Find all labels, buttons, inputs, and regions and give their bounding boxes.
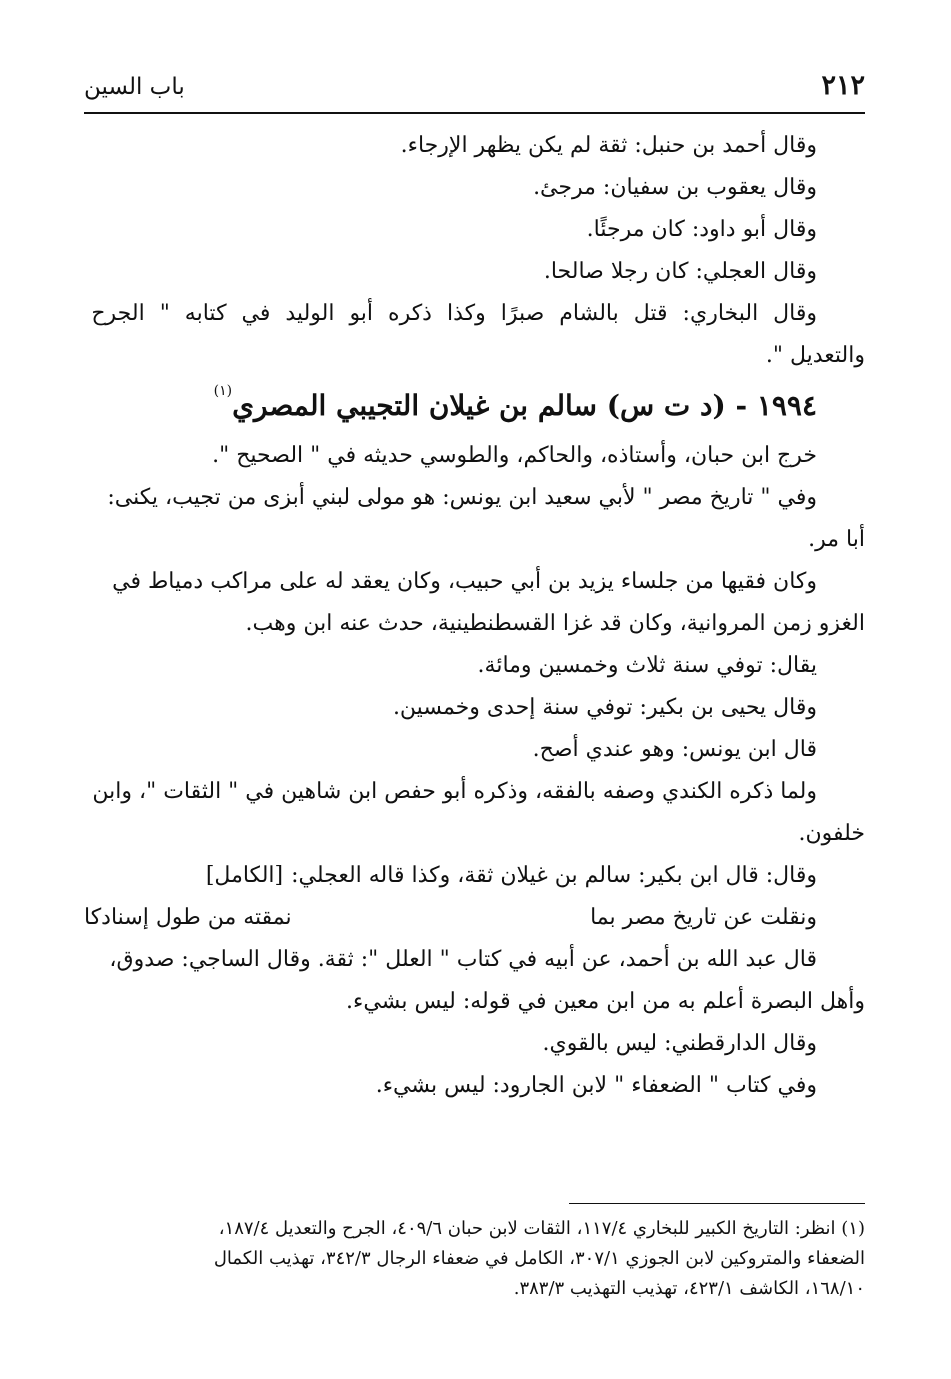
text-line: أبا مر.: [808, 527, 865, 552]
text-line: وقال العجلي: كان رجلا صالحا.: [543, 259, 817, 284]
text-line: قال عبد الله بن أحمد، عن أبيه في كتاب " العلل ": ثقة. وقال الساجي: صدوق،: [109, 947, 817, 972]
text-line: الغزو زمن المروانية، وكان قد غزا القسطنطينية، حدث عنه ابن وهب.: [245, 611, 865, 636]
footnote-marker: (١): [213, 383, 233, 399]
text-line: وفي " تاريخ مصر " لأبي سعيد ابن يونس: هو مولى لبني أبزى من تجيب، يكنى:: [107, 485, 817, 510]
text-line: وقال الدارقطني: ليس بالقوي.: [542, 1031, 817, 1056]
footnote-line: ١٦٨/١٠، الكاشف ٤٢٣/١، تهذيب التهذيب ٣٨٣/٣.: [513, 1278, 865, 1299]
kamil-line: [84, 855, 865, 897]
running-title: باب السين: [84, 74, 185, 100]
text-line: قال ابن يونس: وهو عندي أصح.: [532, 737, 817, 762]
footnotes: [84, 1214, 865, 1304]
text-line: وقال البخاري: قتل بالشام صبرًا وكذا ذكره أبو الوليد في كتابه " الجرح: [91, 301, 817, 326]
text-line: خرج ابن حبان، وأستاذه، والحاكم، والطوسي حديثه في " الصحيح ".: [212, 443, 817, 468]
footnote-line: الضعفاء والمتروكين لابن الجوزي ٣٠٧/١، الكامل في ضعفاء الرجال ٣٤٢/٣، تهذيب الكمال: [213, 1248, 865, 1269]
text-line: وقال أحمد بن حنبل: ثقة لم يكن يظهر الإرجاء.: [400, 133, 817, 158]
text-line: وأهل البصرة أعلم به من ابن معين في قوله: ليس بشيء.: [346, 989, 865, 1014]
kamil-tag: [الكامل]: [205, 863, 284, 888]
text-line: والتعديل ".: [765, 343, 865, 368]
entry-title-text: ١٩٩٤ - (د ت س) سالم بن غيلان التجيبي المصري: [232, 389, 817, 422]
entry-title: [84, 379, 865, 433]
page-header: [84, 66, 865, 114]
poem-verse: [84, 897, 865, 939]
poem-hemistich-right: ونقلت عن تاريخ مصر بما: [590, 905, 817, 930]
text-line: وكان فقيها من جلساء يزيد بن أبي حبيب، وكان يعقد له على مراكب دمياط في: [112, 569, 817, 594]
text-line: وقال أبو داود: كان مرجئًا.: [586, 217, 817, 242]
text-line: وقال يحيى بن بكير: توفي سنة إحدى وخمسين.: [392, 695, 817, 720]
main-text: [84, 125, 865, 1107]
text-line: يقال: توفي سنة ثلاث وخمسين ومائة.: [477, 653, 817, 678]
text-line: خلفون.: [798, 821, 865, 846]
poem-hemistich-left: نمقته من طول إسنادكا: [84, 905, 292, 930]
text-line: وفي كتاب " الضعفاء " لابن الجارود: ليس بشيء.: [375, 1073, 817, 1098]
kamil-text: وقال: قال ابن بكير: سالم بن غيلان ثقة، وكذا قاله العجلي:: [291, 863, 817, 888]
page-number: ٢١٢: [821, 70, 865, 101]
footnote-line: (١) انظر: التاريخ الكبير للبخاري ١١٧/٤، الثقات لابن حبان ٤٠٩/٦، الجرح والتعديل ١٨٧/٤،: [218, 1218, 865, 1239]
text-line: ولما ذكره الكندي وصفه بالفقه، وذكره أبو حفص ابن شاهين في " الثقات "، وابن: [92, 779, 817, 804]
footnote-divider: [569, 1203, 865, 1204]
text-line: وقال يعقوب بن سفيان: مرجئ.: [533, 175, 817, 200]
